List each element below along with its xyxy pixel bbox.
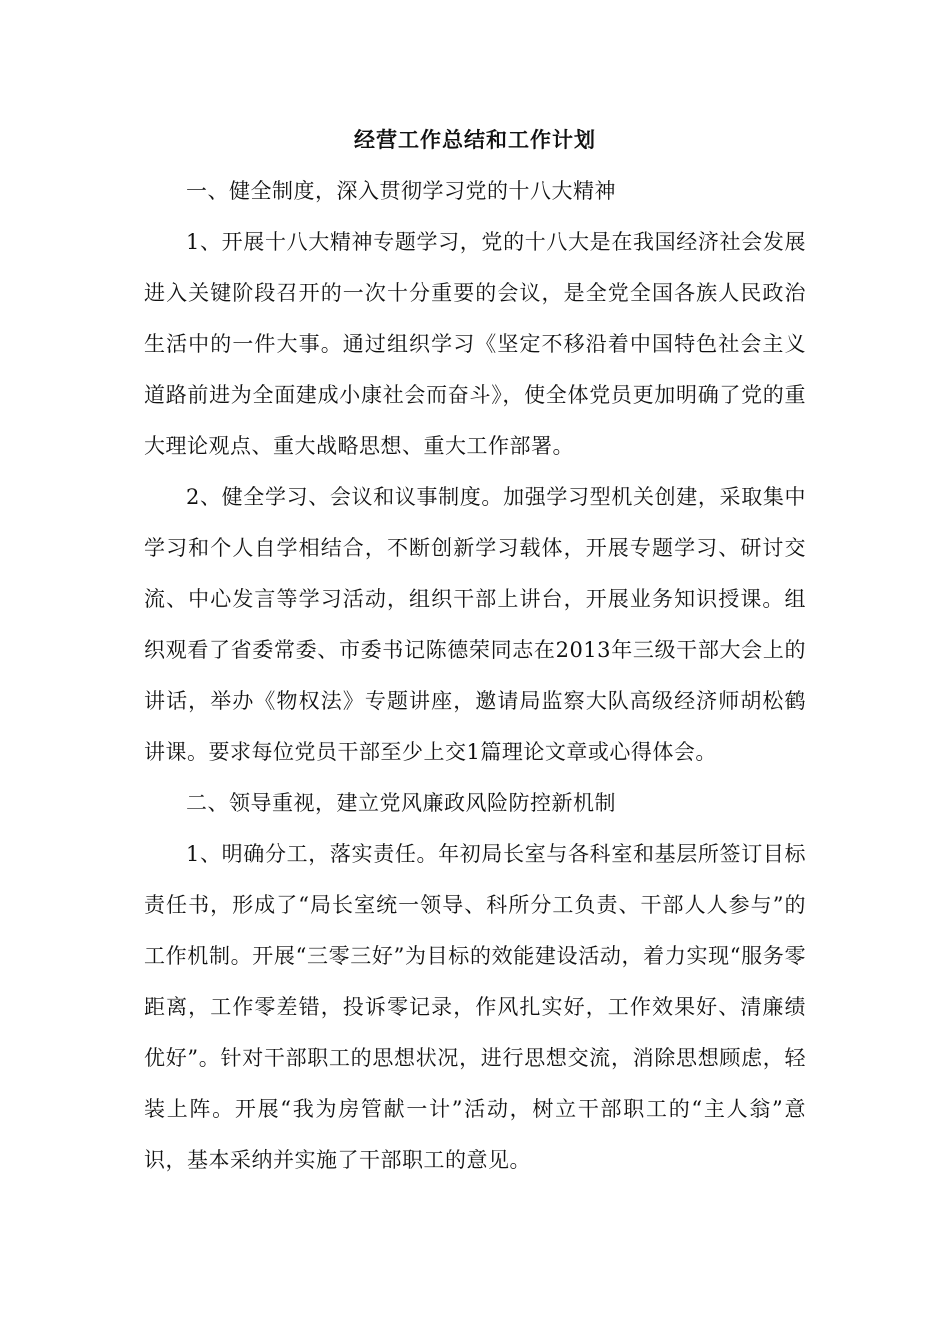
paragraph-1: 1、开展十八大精神专题学习，党的十八大是在我国经济社会发展进入关键阶段召开的一次十分重要的会议，是全党全国各族人民政治生活中的一件大事。通过组织学习《坚定不移沿着中国特色社会主义道路前进为全面建成小康社会而奋斗》，使全体党员更加明确了党的重大理论观点、重大战略思想、重大工作部署。 (144, 230, 806, 458)
section-heading-1: 一、健全制度，深入贯彻学习党的十八大精神 (186, 179, 616, 203)
document-title: 经营工作总结和工作计划 (354, 127, 596, 152)
paragraph-3: 1、明确分工，落实责任。年初局长室与各科室和基层所签订目标责任书，形成了“局长室统一领导、科所分工负责、干部人人参与”的工作机制。开展“三零三好”为目标的效能建设活动，着力实现“服务零距离，工作零差错，投诉零记录，作风扎实好，工作效果好、清廉绩优好”。针对干部职工的思想状况，进行思想交流，消除思想顾虑，轻装上阵。开展“我为房管献一计”活动，树立干部职工的“主人翁”意识，基本采纳并实施了干部职工的意见。 (144, 842, 806, 1172)
paragraph-2: 2、健全学习、会议和议事制度。加强学习型机关创建，采取集中学习和个人自学相结合，不断创新学习载体，开展专题学习、研讨交流、中心发言等学习活动，组织干部上讲台，开展业务知识授课。组织观看了省委常委、市委书记陈德荣同志在2013年三级干部大会上的讲话，举办《物权法》专题讲座，邀请局监察大队高级经济师胡松鹤讲课。要求每位党员干部至少上交1篇理论文章或心得体会。 (144, 485, 806, 764)
document-body (144, 120, 806, 1186)
section-heading-2: 二、领导重视，建立党风廉政风险防控新机制 (186, 791, 616, 815)
